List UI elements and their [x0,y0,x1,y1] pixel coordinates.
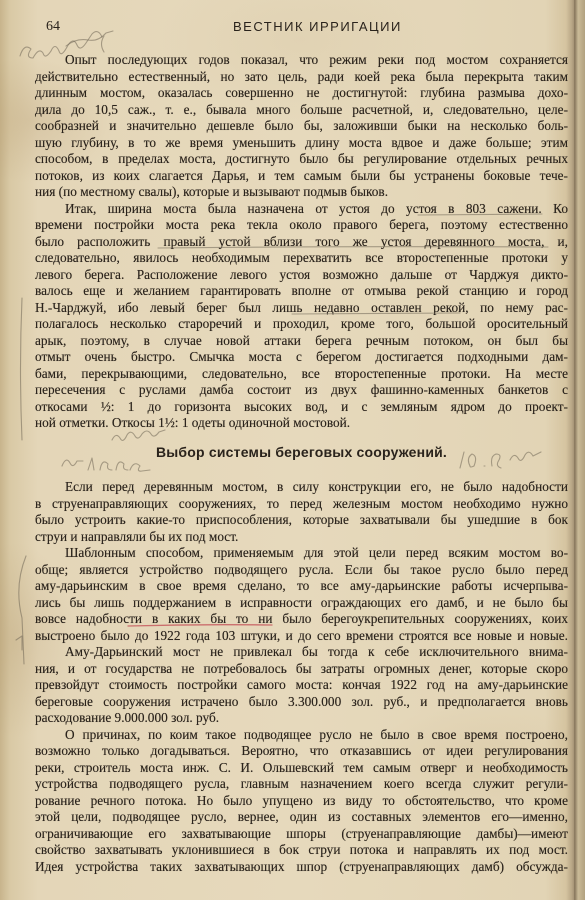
text-line: времени постройки моста река текла около правого берега, поэтому естественно [35,217,568,232]
text-line: свойство захватывать уклонившиеся в бок струи потока и направлять их под мост. [35,842,568,857]
text-line: вовсе надобности в каких бы то ни было берегоукрепительных сооружениях, коих [35,611,568,626]
text-line: в струенаправляющих сооружениях, то перед железным мостом необходимо нужно [35,495,568,511]
text-line: ограничивающие его захватывающие шпоры (струенаправляющие дамбы)—имеют [35,825,568,841]
text-line: Н.-Чарджуй, ибо левый берег был лишь недавно оставлен рекой, по нему рас- [35,299,568,315]
text-line: береговые сооружения истрачено было 3.300.000 зол. руб., и предполагается вновь [35,693,568,709]
text-line: устройства подводящего русла, главным назначением коего всегда служит регули- [35,776,568,791]
page-number: 64 [46,19,60,34]
text-line: потоков, из коих слагается Дарья, и тем самым были бы устранены боковые тече- [35,167,568,183]
paragraph-3 [35,479,568,545]
text-line: шую глубину, в то же время уменьшить длину моста вдвое и даже больше; этим [35,134,568,150]
paragraph-2 [35,201,568,432]
text-line: откосами ½: 1 до горизонта высоких вод, и с земляным ядром до проект- [35,398,568,414]
text-line: валось еще и желанием гарантировать вполне от отмыва рекой станцию и город [35,283,568,298]
text-line: левого берега. Расположение левого устоя возможно дальше от Чарджуя дикто- [35,266,568,282]
text-line: ной отметки. Откосы 1½: 1 одеты одиночной мостовой. [35,415,351,430]
text-line: Шаблонным способом, применяемым для этой цели перед всяким мостом во- [65,545,568,560]
text-line: Если перед деревянным мостом, в силу конструкции его, не было надобности [65,479,568,494]
text-line: этой цели, подводящее русло, вернее, один из составных элементов его—именно, [35,809,568,824]
text-line: О причинах, по коим такое подводящее русло не было в свое время построено, [65,726,568,742]
margin-line-mark [21,298,23,440]
text-line: лись бы лишь поддержанием в исправности ограждающих его дамб, и не было бы [35,594,568,610]
text-line: Аму-Дарьинский мост не привлекал бы тогда к себе исключительного внима- [65,644,568,659]
text-line: превзойдут стоимость постройки самого моста: кончая 1922 год на аму-дарьинские [35,677,568,692]
text-line: было расположить правый устой вблизи того же устоя деревянного моста, и, [35,233,568,249]
text-line: арык, поэтому, в случае новой аттаки берега речным потоком, он был бы [35,332,568,348]
paragraph-5 [35,644,568,727]
text-line: рование речного потока. Но было упущено из виду то обстоятельство, что кроме [35,792,568,808]
text-line: возможно только догадываться. Вероятно, что отказавшись от идеи регулирования [35,743,568,758]
text-line: расходование 9.000.000 зол. руб. [35,710,220,725]
text-line: дила до 10,5 саж., т. е., бывала много больше расчетной, и, следовательно, целе- [35,101,568,117]
text-line: отмыт очень быстро. Смычка моста с берегом достигается подходными дам- [35,349,568,364]
text-line: обще; является устройство подводящего русла. Если бы такое русло было перед [35,561,568,577]
text-line: полагалось несколько староречий и проходил, кроме того, большой оросительный [35,316,568,331]
text-line: выстроено было до 1922 года 103 штуки, и до сего времени строятся все новые и новые. [35,627,568,643]
paragraph-4 [35,545,568,644]
text-line: Идея устройства таких захватывающих шпор (струенаправляющих дамб) обсужда- [35,858,568,874]
text-line: Итак, ширина моста была назначена от устоя до устоя в 803 сажени. Ко [65,200,568,216]
paragraph-1 [35,52,568,201]
handwritten-note-scribble [112,430,165,440]
text-line: ния, и от государства не потребовалось бы затраты огромных денег, которые скоро [35,660,568,676]
section-heading: Выбор системы береговых сооружений. [155,444,448,460]
text-line: реки, строитель моста инж. С. И. Ольшевский тем самым отверг и необходимость [35,759,568,775]
margin-tick-mark [16,636,22,650]
text-line: сообразней и значительно дешевле было бы, заложивши быки на несколько боль- [35,118,568,133]
text-line: следовательно, явилось необходимым перехватить все второстепенные протоки у [35,250,568,265]
margin-bracket-mark [19,556,26,664]
text-line: пересечения с руслами дамба состоит из двух фашинно-каменных банкетов с [35,382,568,397]
text-line: аму-дарьинским в свое время сделано, то все аму-дарьинские работы исчерпыва- [35,578,568,593]
next-page-edge [574,0,585,900]
text-line: Опыт последующих годов показал, что режим реки под мостом сохраняется [65,52,568,67]
text-block-lower [35,479,568,875]
text-line: способом, в пределах моста, достигнуто было бы регулирование отдельных речных [35,151,568,166]
handwritten-note-scribble [66,31,113,52]
text-line: струи и направляли бы их под мост. [35,528,239,544]
paragraph-6 [35,727,568,876]
journal-title: ВЕСТНИК ИРРИГАЦИИ [233,19,402,34]
text-line: ния (по местному свалы), которые и вызывают подмыв быков. [35,184,389,199]
text-line: длинным мостом, оказалась совершенно не достигнутой: глубина размыва дохо- [35,85,568,100]
text-block-upper [35,52,568,432]
text-line: бами, перекрывающими, следовательно, все второстепенные протоки. На месте [35,365,568,381]
text-line: действительно естественный, но зато цель, ради коей река была перекрыта таким [35,68,568,84]
text-line: было устроить какие-то приспособления, которые захватывали бы ушедшие в бок [35,512,568,527]
